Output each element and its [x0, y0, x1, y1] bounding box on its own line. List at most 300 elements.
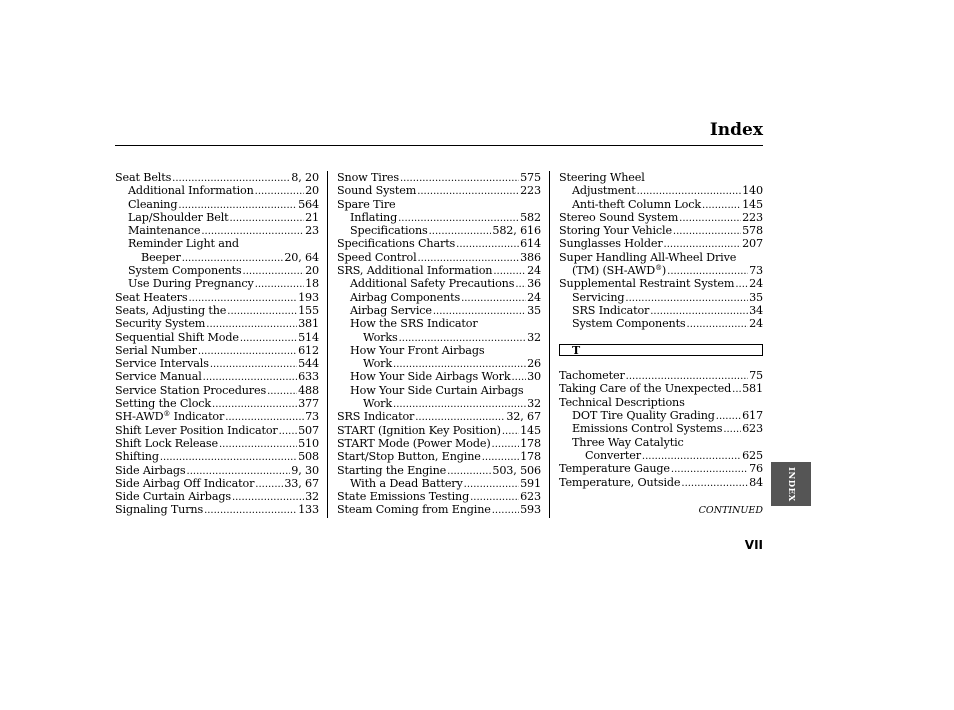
- entry-label: [572, 291, 624, 304]
- dot-leader: [732, 383, 741, 395]
- index-entry: [115, 237, 319, 250]
- dot-leader: [232, 491, 304, 503]
- page-title: Index: [709, 120, 763, 140]
- entry-label: [141, 251, 181, 264]
- entry-label-text: Security System: [115, 317, 206, 331]
- entry-page-number: 617: [742, 409, 763, 423]
- continued-label: CONTINUED: [698, 505, 763, 516]
- index-entry: [337, 277, 541, 290]
- side-tab-label: INDEX: [786, 466, 796, 502]
- entry-label-text: Additional Safety Precautions: [350, 277, 515, 291]
- entry-label: [350, 344, 484, 357]
- entry-label: [128, 198, 177, 211]
- dot-leader: [681, 477, 748, 489]
- dot-leader: [433, 305, 526, 317]
- registered-mark: ®: [163, 410, 171, 419]
- index-entry: [115, 304, 319, 317]
- dot-leader: [470, 491, 519, 503]
- entry-page-number: 33, 67: [284, 476, 319, 490]
- index-entry: [337, 344, 541, 357]
- entry-label: [350, 384, 523, 397]
- entry-page-number: 578: [742, 224, 763, 238]
- dot-leader: [429, 225, 492, 237]
- index-entry: [337, 304, 541, 317]
- dot-leader: [679, 212, 741, 224]
- dot-leader: [482, 451, 519, 463]
- index-entry: [115, 384, 319, 397]
- entry-label-text: Servicing: [572, 290, 625, 304]
- dot-leader: [492, 504, 519, 516]
- entry-page-number: 34: [749, 303, 763, 317]
- entry-page-number: 20: [305, 264, 319, 278]
- dot-leader: [160, 451, 297, 463]
- entry-page-number: 564: [298, 197, 319, 211]
- entry-label-text: Beeper: [141, 250, 181, 264]
- entry-page-number: 514: [298, 330, 319, 344]
- entry-page-number: 507: [298, 423, 319, 437]
- entry-label-text: System Components: [572, 317, 686, 331]
- entry-label-text: START (Ignition Key Position): [337, 423, 501, 437]
- entry-label-text: Technical Descriptions: [559, 395, 685, 409]
- entry-label: [559, 211, 678, 224]
- entry-label: [350, 317, 478, 330]
- entry-label: [350, 277, 514, 290]
- index-entry: [337, 251, 541, 264]
- dot-leader: [415, 411, 505, 423]
- index-entry: [115, 224, 319, 237]
- entry-page-number: 508: [298, 450, 319, 464]
- entry-label: [115, 384, 266, 397]
- entry-label: [115, 344, 197, 357]
- entry-label-text: Signaling Turns: [115, 503, 204, 517]
- entry-label: [128, 184, 254, 197]
- index-entry: [115, 184, 319, 197]
- column-divider: [549, 171, 550, 518]
- entry-label: [363, 357, 392, 370]
- index-entry: [115, 464, 319, 477]
- dot-leader: [625, 292, 748, 304]
- entry-label-text: Shift Lock Release: [115, 436, 218, 450]
- entry-label: [337, 410, 414, 423]
- dot-leader: [279, 425, 297, 437]
- entry-label-text: Sunglasses Holder: [559, 237, 663, 251]
- entry-label: [115, 331, 239, 344]
- entry-page-number: 178: [520, 450, 541, 464]
- entry-label: [337, 237, 455, 250]
- entry-label: [337, 251, 417, 264]
- header-rule: [115, 145, 763, 146]
- entry-page-number: 633: [298, 370, 319, 384]
- entry-page-number: 614: [520, 237, 541, 251]
- page-number: VII: [744, 538, 763, 552]
- entry-label: [115, 477, 254, 490]
- entry-page-number: 544: [298, 357, 319, 371]
- entry-label-text: Lap/Shoulder Belt: [128, 210, 229, 224]
- entry-label: [337, 171, 399, 184]
- dot-leader: [187, 465, 291, 477]
- dot-leader: [267, 385, 297, 397]
- index-entry: [337, 437, 541, 450]
- index-entry: [559, 317, 763, 330]
- entry-label-text: Seats, Adjusting the: [115, 303, 227, 317]
- index-entry: [337, 211, 541, 224]
- index-entry: [337, 291, 541, 304]
- entry-label: [337, 490, 469, 503]
- entry-label-text: Cleaning: [128, 197, 178, 211]
- spacer: [559, 331, 763, 344]
- entry-label-text: START Mode (Power Mode): [337, 436, 491, 450]
- dot-leader: [393, 398, 526, 410]
- entry-label: [337, 503, 491, 516]
- entry-label: [559, 382, 731, 395]
- entry-page-number: 24: [749, 277, 763, 291]
- entry-label-text: DOT Tire Quality Grading: [572, 409, 715, 423]
- index-entry: [337, 357, 541, 370]
- index-entry: [559, 251, 763, 264]
- entry-label-suffix: Indicator: [170, 410, 225, 424]
- entry-page-number: 32: [527, 397, 541, 411]
- entry-label: [363, 331, 398, 344]
- dot-leader: [650, 305, 748, 317]
- entry-label: [115, 291, 187, 304]
- entry-page-number: 32: [527, 330, 541, 344]
- entry-label-text: Starting the Engine: [337, 463, 447, 477]
- entry-label: [337, 437, 491, 450]
- index-entry: [115, 450, 319, 463]
- index-entry: [559, 291, 763, 304]
- entry-page-number: 9, 30: [291, 463, 319, 477]
- index-entry: [115, 397, 319, 410]
- entry-label-text: Works: [363, 330, 398, 344]
- entry-label-text: Three Way Catalytic: [572, 435, 684, 449]
- entry-page-number: 488: [298, 383, 319, 397]
- entry-label-text: Airbag Components: [350, 290, 461, 304]
- entry-page-number: 23: [305, 224, 319, 238]
- index-entry: [115, 277, 319, 290]
- entry-page-number: 155: [298, 303, 319, 317]
- entry-label: [337, 464, 446, 477]
- dot-leader: [206, 318, 297, 330]
- entry-label: [115, 397, 211, 410]
- entry-page-number: 32, 67: [506, 410, 541, 424]
- entry-page-number: 582: [520, 210, 541, 224]
- entry-label-text: Shift Lever Position Indicator: [115, 423, 278, 437]
- index-entry: [115, 490, 319, 503]
- entry-label: [337, 450, 481, 463]
- entry-label-text: Sequential Shift Mode: [115, 330, 239, 344]
- entry-label-text: Inflating: [350, 210, 398, 224]
- dot-leader: [255, 278, 304, 290]
- entry-label-text: Airbag Service: [350, 303, 432, 317]
- entry-label-text: Taking Care of the Unexpected: [559, 382, 732, 396]
- dot-leader: [515, 278, 526, 290]
- entry-page-number: 26: [527, 357, 541, 371]
- entry-label: [128, 211, 228, 224]
- dot-leader: [723, 423, 741, 435]
- dot-leader: [511, 371, 526, 383]
- dot-leader: [702, 199, 741, 211]
- index-entry: [559, 184, 763, 197]
- entry-label: [572, 264, 666, 277]
- index-entry: [559, 369, 763, 382]
- entry-label-text: Work: [363, 357, 393, 371]
- dot-leader: [502, 425, 519, 437]
- dot-leader: [204, 504, 297, 516]
- entry-page-number: 582, 616: [492, 224, 541, 238]
- index-entry: [115, 264, 319, 277]
- entry-label: [128, 224, 200, 237]
- entry-label-text: SH-AWD: [115, 410, 164, 424]
- index-entry: [115, 211, 319, 224]
- index-entry: [115, 503, 319, 516]
- dot-leader: [417, 185, 519, 197]
- entry-label-text: Temperature Gauge: [559, 462, 670, 476]
- entry-page-number: 76: [749, 462, 763, 476]
- dot-leader: [255, 478, 283, 490]
- index-entry: [115, 291, 319, 304]
- entry-label: [559, 251, 736, 264]
- dot-leader: [198, 345, 297, 357]
- index-entry: [337, 384, 541, 397]
- dot-leader: [664, 238, 742, 250]
- dot-leader: [642, 450, 741, 462]
- entry-page-number: 20: [305, 184, 319, 198]
- entry-page-number: 32: [305, 490, 319, 504]
- entry-label: [559, 462, 670, 475]
- index-entry: [337, 331, 541, 344]
- entry-page-number: 73: [305, 410, 319, 424]
- entry-label-text: Snow Tires: [337, 171, 399, 184]
- index-entry: [115, 344, 319, 357]
- entry-label: [559, 224, 672, 237]
- entry-label-text: (TM) (SH-AWD: [572, 264, 656, 278]
- index-entry: [115, 171, 319, 184]
- index-entry: [337, 477, 541, 490]
- entry-label: [350, 370, 510, 383]
- entry-label-text: Temperature, Outside: [559, 475, 681, 489]
- spacer: [559, 356, 763, 369]
- entry-label: [337, 184, 416, 197]
- index-entry: [115, 370, 319, 383]
- index-entry: [559, 382, 763, 395]
- index-entry: [115, 317, 319, 330]
- index-entry: [559, 449, 763, 462]
- entry-label: [115, 464, 186, 477]
- entry-label-text: Service Intervals: [115, 357, 209, 371]
- entry-label: [363, 397, 392, 410]
- index-entry: [559, 264, 763, 277]
- entry-label: [350, 304, 432, 317]
- dot-leader: [671, 463, 748, 475]
- entry-page-number: 223: [520, 184, 541, 198]
- entry-label-text: Stereo Sound System: [559, 210, 679, 224]
- index-entry: [337, 264, 541, 277]
- dot-leader: [203, 371, 297, 383]
- dot-leader: [492, 438, 520, 450]
- entry-page-number: 581: [742, 382, 763, 396]
- entry-label-text: Service Manual: [115, 370, 202, 384]
- index-entry: [559, 422, 763, 435]
- dot-leader: [687, 318, 749, 330]
- dot-leader: [212, 398, 297, 410]
- index-entry: [337, 464, 541, 477]
- entry-label-text: Supplemental Restraint System: [559, 277, 735, 291]
- entry-label: [350, 291, 460, 304]
- entry-label: [572, 304, 649, 317]
- index-entry: [115, 477, 319, 490]
- dot-leader: [456, 238, 519, 250]
- dot-leader: [255, 185, 304, 197]
- index-entry: [559, 462, 763, 475]
- entry-page-number: 35: [749, 290, 763, 304]
- index-entry: [337, 424, 541, 437]
- entry-page-number: 207: [742, 237, 763, 251]
- index-entry: [337, 317, 541, 330]
- entry-label: [115, 370, 202, 383]
- dot-leader: [219, 438, 297, 450]
- index-entry: [559, 304, 763, 317]
- entry-label-text: How Your Side Airbags Work: [350, 370, 511, 384]
- index-entry: [115, 410, 319, 423]
- index-side-tab: [771, 462, 811, 506]
- entry-label: [128, 277, 254, 290]
- entry-page-number: 24: [527, 264, 541, 278]
- index-column-1: [115, 171, 319, 517]
- entry-page-number: 625: [742, 448, 763, 462]
- index-entry: [337, 224, 541, 237]
- entry-page-number: 503, 506: [492, 463, 541, 477]
- entry-page-number: 36: [527, 277, 541, 291]
- entry-label-text: Maintenance: [128, 224, 201, 238]
- entry-page-number: 223: [742, 210, 763, 224]
- entry-page-number: 73: [749, 264, 763, 278]
- entry-label: [115, 317, 205, 330]
- entry-page-number: 24: [749, 317, 763, 331]
- entry-page-number: 8, 20: [291, 171, 319, 184]
- dot-leader: [201, 225, 304, 237]
- dot-leader: [182, 252, 284, 264]
- dot-leader: [626, 370, 748, 382]
- entry-label-text: Tachometer: [559, 369, 625, 383]
- index-entry: [337, 198, 541, 211]
- entry-label: [559, 369, 625, 382]
- entry-page-number: 575: [520, 171, 541, 184]
- entry-page-number: 178: [520, 436, 541, 450]
- entry-label-text: SRS Indicator: [337, 410, 415, 424]
- index-entry: [559, 211, 763, 224]
- entry-label-text: Seat Belts: [115, 171, 172, 184]
- index-entry: [559, 277, 763, 290]
- entry-page-number: 593: [520, 503, 541, 517]
- entry-label-text: Shifting: [115, 450, 159, 464]
- entry-label: [115, 357, 209, 370]
- entry-page-number: 623: [520, 490, 541, 504]
- entry-page-number: 145: [742, 197, 763, 211]
- dot-leader: [210, 358, 297, 370]
- dot-leader: [418, 252, 520, 264]
- entry-label-text: How Your Front Airbags: [350, 343, 485, 357]
- entry-label: [559, 476, 680, 489]
- dot-leader: [398, 212, 519, 224]
- entry-label-text: Side Airbags: [115, 463, 186, 477]
- entry-label: [115, 490, 231, 503]
- entry-label-text: Anti-theft Column Lock: [572, 197, 702, 211]
- entry-label-text: System Components: [128, 264, 242, 278]
- entry-label: [572, 184, 636, 197]
- entry-label-text: Steering Wheel: [559, 171, 645, 184]
- dot-leader: [461, 292, 526, 304]
- dot-leader: [673, 225, 741, 237]
- entry-label: [337, 264, 492, 277]
- dot-leader: [243, 265, 305, 277]
- dot-leader: [464, 478, 519, 490]
- entry-label-text: Super Handling All-Wheel Drive: [559, 250, 737, 264]
- entry-page-number: 18: [305, 277, 319, 291]
- dot-leader: [447, 465, 491, 477]
- entry-label-text: Additional Information: [128, 184, 254, 198]
- entry-label-text: Seat Heaters: [115, 290, 188, 304]
- entry-label-text: Work: [363, 397, 393, 411]
- dot-leader: [188, 292, 297, 304]
- entry-page-number: 133: [298, 503, 319, 517]
- index-entry: [559, 409, 763, 422]
- entry-label-suffix: ): [661, 264, 667, 278]
- entry-page-number: 35: [527, 303, 541, 317]
- entry-label-text: Setting the Clock: [115, 397, 212, 411]
- entry-page-number: 75: [749, 369, 763, 383]
- dot-leader: [493, 265, 526, 277]
- entry-page-number: 24: [527, 290, 541, 304]
- entry-label-text: Reminder Light and: [128, 237, 239, 251]
- entry-label: [572, 436, 684, 449]
- entry-label: [572, 409, 715, 422]
- entry-label-text: Specifications: [350, 224, 428, 238]
- dot-leader: [735, 278, 748, 290]
- index-entry: [337, 171, 541, 184]
- index-entry: [559, 436, 763, 449]
- entry-label: [115, 410, 224, 423]
- index-entry: [337, 503, 541, 516]
- entry-page-number: 381: [298, 317, 319, 331]
- entry-label-text: SRS, Additional Information: [337, 264, 493, 278]
- entry-label-text: Side Curtain Airbags: [115, 490, 231, 504]
- index-entry: [337, 410, 541, 423]
- entry-label-text: SRS Indicator: [572, 303, 650, 317]
- entry-label: [337, 198, 396, 211]
- index-entry: [337, 490, 541, 503]
- index-entry: [559, 476, 763, 489]
- entry-label-text: Converter: [585, 448, 641, 462]
- entry-label: [115, 304, 226, 317]
- entry-label: [115, 171, 171, 184]
- entry-label: [115, 424, 278, 437]
- index-entry: [115, 251, 319, 264]
- entry-label: [572, 422, 722, 435]
- dot-leader: [178, 199, 297, 211]
- dot-leader: [393, 358, 526, 370]
- entry-label-text: Side Airbag Off Indicator: [115, 476, 255, 490]
- entry-label: [572, 317, 686, 330]
- entry-label-text: Start/Stop Button, Engine: [337, 450, 481, 464]
- index-entry: [337, 397, 541, 410]
- entry-label-text: Sound System: [337, 184, 417, 198]
- entry-label: [559, 237, 663, 250]
- dot-leader: [172, 172, 290, 184]
- entry-label-text: How the SRS Indicator: [350, 317, 478, 331]
- entry-page-number: 30: [527, 370, 541, 384]
- entry-label: [115, 450, 159, 463]
- entry-label-text: Emissions Control Systems: [572, 422, 723, 436]
